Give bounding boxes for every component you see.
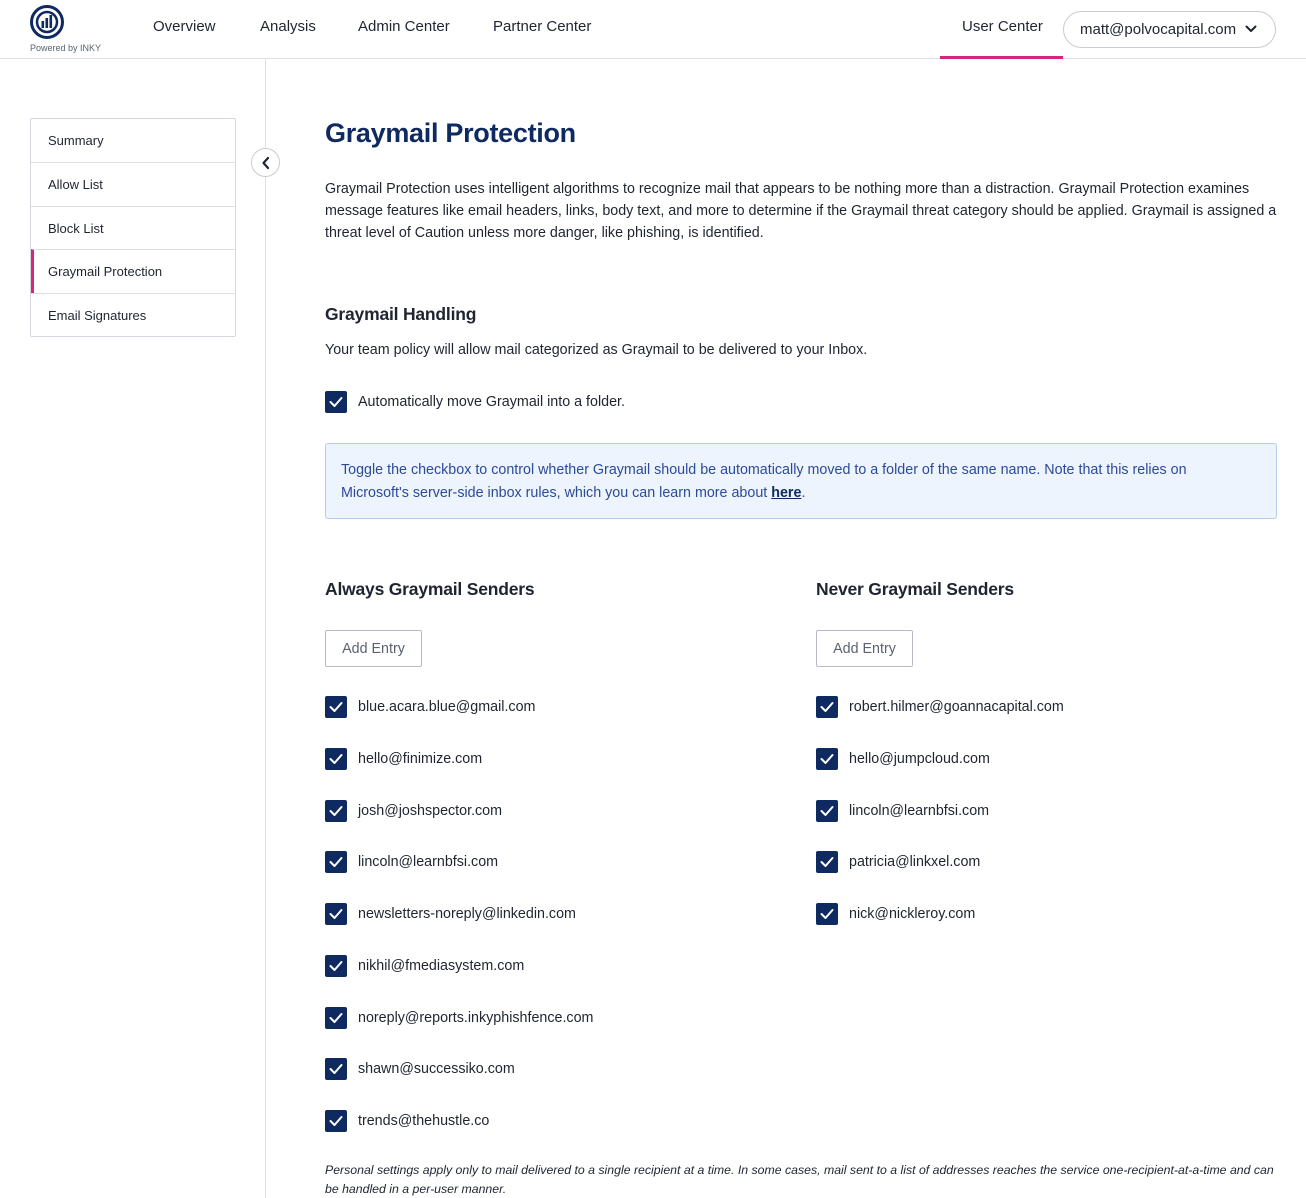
sender-checkbox[interactable] (816, 748, 838, 770)
sender-checkbox[interactable] (816, 851, 838, 873)
checkmark-icon (329, 396, 343, 408)
checkmark-icon (329, 856, 343, 868)
info-text: Toggle the checkbox to control whether Graymail should be automatically moved to a folder of the same name. Note that this relies on Microsoft's server-side inbox rules, which you can learn more about (341, 462, 1187, 501)
sidebar-item-label: Graymail Protection (48, 264, 163, 280)
info-text-end: . (801, 484, 806, 501)
checkmark-icon (329, 1063, 343, 1075)
sidebar-item-label: Email Signatures (48, 307, 147, 323)
sender-email: lincoln@learnbfsi.com (849, 802, 990, 819)
page-title: Graymail Protection (325, 118, 576, 148)
checkmark-icon (820, 856, 834, 868)
checkmark-icon (329, 701, 343, 713)
always-graymail-heading: Always Graymail Senders (325, 579, 535, 599)
sender-checkbox[interactable] (325, 1007, 347, 1029)
inky-logo[interactable] (28, 4, 108, 56)
sidebar-menu (30, 118, 236, 337)
auto-move-checkbox[interactable] (325, 391, 347, 413)
sidebar-item-email-signatures[interactable] (31, 293, 235, 336)
checkmark-icon (329, 908, 343, 920)
sender-checkbox[interactable] (325, 696, 347, 718)
sender-checkbox[interactable] (325, 748, 347, 770)
checkmark-icon (329, 960, 343, 972)
nav-user-center-label: User Center (962, 18, 1043, 35)
powered-by-text: Powered by INKY (30, 43, 102, 53)
sender-checkbox[interactable] (816, 696, 838, 718)
checkmark-icon (820, 753, 834, 765)
sender-checkbox[interactable] (816, 903, 838, 925)
collapse-sidebar-button[interactable] (251, 148, 280, 177)
nav-user-center[interactable] (940, 0, 1063, 59)
auto-move-label: Automatically move Graymail into a folder. (358, 394, 625, 410)
page-description: Graymail Protection uses intelligent algorithms to recognize mail that appears to be nothing more than a distraction. Graymail Protection examines message features like email headers, links, body text, and more to determine if the Graymail threat category should be applied. Graymail is assigned a threat level of Caution unless more danger, like phishing, is identified. (325, 181, 1277, 241)
sender-email: noreply@reports.inkyphishfence.com (358, 1009, 594, 1026)
sender-checkbox[interactable] (325, 1058, 347, 1080)
sidebar-item-label: Summary (48, 133, 104, 148)
top-navigation (0, 0, 1306, 59)
never-add-entry-button[interactable]: Add Entry (816, 630, 913, 667)
sender-email: shawn@successiko.com (358, 1061, 515, 1078)
checkmark-icon (820, 805, 834, 817)
sender-checkbox[interactable] (325, 851, 347, 873)
checkmark-icon (329, 805, 343, 817)
always-add-entry-button[interactable]: Add Entry (325, 630, 422, 667)
checkmark-icon (329, 1012, 343, 1024)
sender-email: blue.acara.blue@gmail.com (358, 699, 536, 715)
graymail-handling-heading: Graymail Handling (325, 304, 477, 324)
nav-overview[interactable]: Overview (153, 18, 216, 35)
never-graymail-heading: Never Graymail Senders (816, 579, 1014, 599)
sender-email: trends@thehustle.co (358, 1113, 490, 1129)
sender-email: nikhil@fmediasystem.com (358, 957, 525, 974)
checkmark-icon (820, 701, 834, 713)
nav-partner-center[interactable]: Partner Center (493, 18, 592, 35)
sidebar-item-block-list[interactable] (31, 206, 235, 249)
sidebar-item-summary[interactable] (31, 119, 235, 162)
account-dropdown[interactable] (1063, 11, 1276, 48)
checkmark-icon (329, 753, 343, 765)
sender-email: newsletters-noreply@linkedin.com (358, 906, 576, 922)
inky-logo-icon (29, 4, 65, 40)
sender-checkbox[interactable] (325, 955, 347, 977)
policy-text: Your team policy will allow mail categorized as Graymail to be delivered to your Inbox. (325, 342, 868, 358)
sender-email: robert.hilmer@goannacapital.com (849, 699, 1064, 715)
checkmark-icon (329, 1115, 343, 1127)
sender-checkbox[interactable] (325, 903, 347, 925)
sidebar-item-label: Allow List (48, 177, 103, 193)
sender-email: hello@finimize.com (358, 750, 483, 767)
sidebar-item-label: Block List (48, 220, 104, 236)
chevron-left-icon (260, 156, 272, 170)
info-callout (325, 443, 1277, 519)
nav-analysis[interactable]: Analysis (260, 18, 316, 35)
sender-checkbox[interactable] (325, 800, 347, 822)
footnote: Personal settings apply only to mail delivered to a single recipient at a time. In some cases, mail sent to a list of addresses reaches the service one-recipient-at-a-time and can be handled in a per-user manner. (325, 1163, 1274, 1196)
sender-email: patricia@linkxel.com (849, 854, 981, 871)
checkmark-icon (820, 908, 834, 920)
nav-admin-center[interactable]: Admin Center (358, 18, 450, 35)
sender-email: nick@nickleroy.com (849, 906, 976, 922)
sender-email: lincoln@learnbfsi.com (358, 854, 499, 871)
sender-checkbox[interactable] (325, 1110, 347, 1132)
learn-more-link[interactable]: here (771, 484, 802, 501)
chevron-down-icon (1245, 23, 1257, 35)
account-email: matt@polvocapital.com (1080, 21, 1237, 38)
info-callout-text (341, 459, 1241, 504)
sidebar-item-graymail-protection[interactable] (31, 249, 235, 292)
sidebar-item-allow-list[interactable] (31, 162, 235, 205)
sender-checkbox[interactable] (816, 800, 838, 822)
sidebar-divider (265, 59, 266, 1198)
sender-email: hello@jumpcloud.com (849, 750, 990, 767)
sender-email: josh@joshspector.com (358, 802, 503, 819)
